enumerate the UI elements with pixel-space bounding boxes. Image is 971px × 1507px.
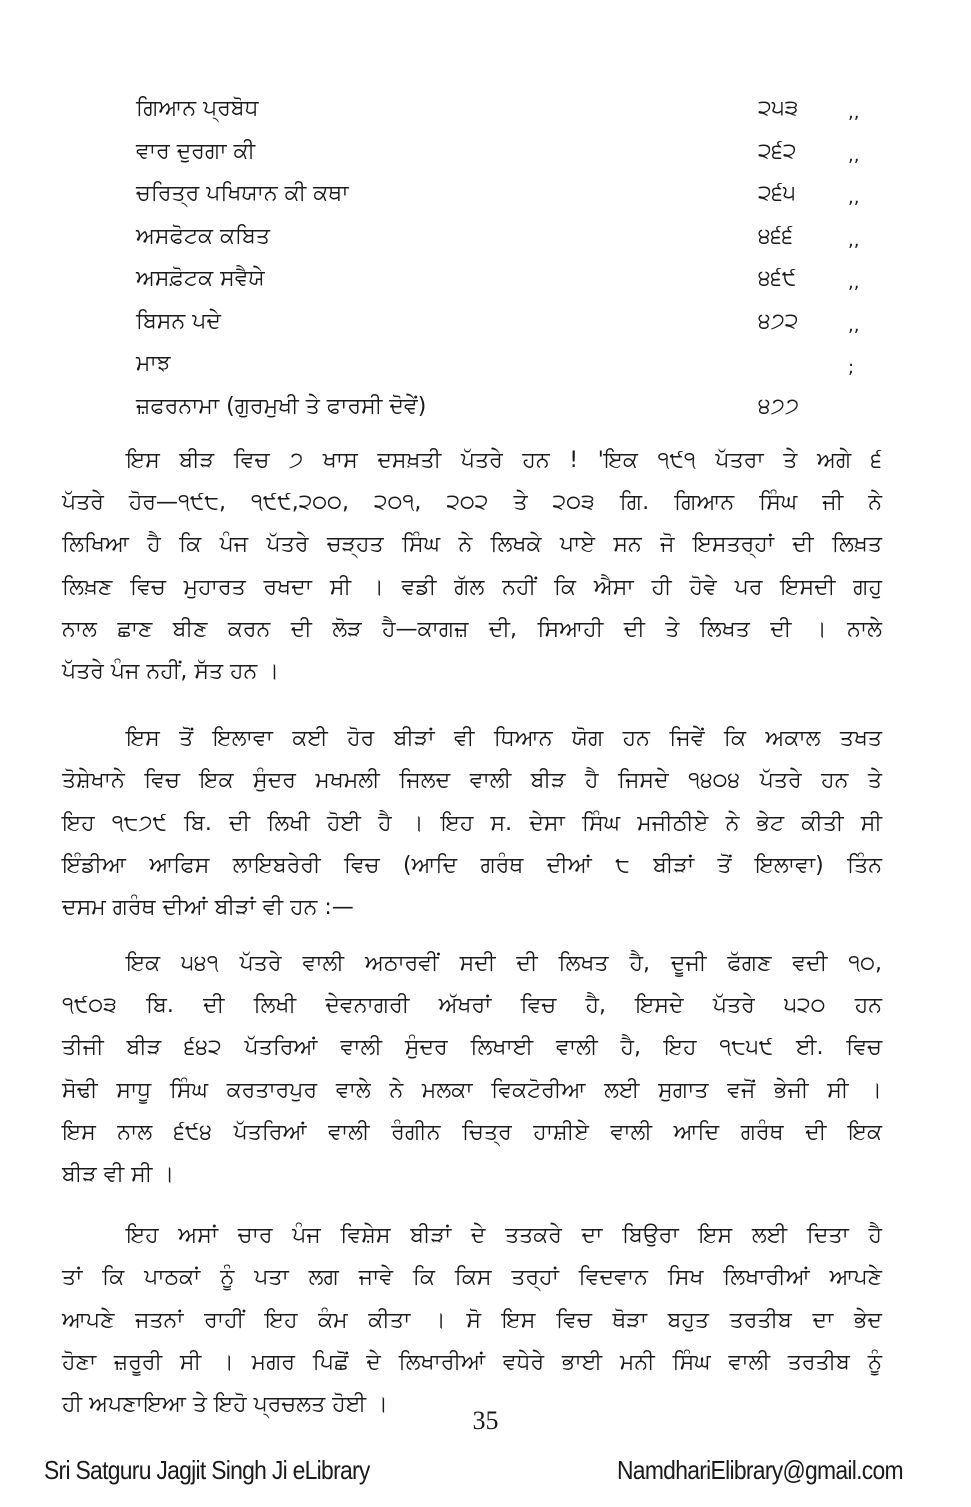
text-line: ਤੋਸ਼ੇਖਾਨੇ ਵਿਚ ਇਕ ਸੁੰਦਰ ਮਖਮਲੀ ਜਿਲਦ ਵਾਲੀ ਬੀੜ ਹੈ ਜਿਸਦੇ ੧੪੦੪ ਪੱਤਰੇ ਹਨ ਤੇ [62,768,882,794]
entry-title: ਚਰਿਤ੍ਰ ਪਖਿਯਾਨ ਕੀ ਕਥਾ [136,181,349,206]
ditto-mark: ,, [848,144,860,166]
ditto-mark: ,, [848,229,860,251]
contents-entry [136,216,876,259]
text-line: ਦਸਮ ਗਰੰਥ ਦੀਆਂ ਬੀੜਾਂ ਵੀ ਹਨ :— [62,894,354,920]
text-line: ਇਸ ਤੋਂ ਇਲਾਵਾ ਕਈ ਹੋਰ ਬੀੜਾਂ ਵੀ ਧਿਆਨ ਯੋਗ ਹਨ ਜਿਵੇਂ ਕਿ ਅਕਾਲ ਤਖਤ [126,726,882,752]
entry-title: ਅਸਫ਼ੋਟਕ ਸਵੈਯੇ [136,266,265,291]
paragraph [62,1215,882,1426]
contents-list [136,88,876,428]
entry-title: ਬਿਸਨ ਪਦੇ [136,308,221,334]
ditto-mark: ,, [848,314,860,336]
text-line: ਆਪਣੇ ਜਤਨਾਂ ਰਾਹੀਂ ਇਹ ਕੰਮ ਕੀਤਾ । ਸੋ ਇਸ ਵਿਚ ਥੋੜਾ ਬਹੁਤ ਤਰਤੀਬ ਦਾ ਭੇਦ [62,1307,882,1333]
entry-page-number: ੨੬੨ [758,138,797,164]
paragraph [62,943,882,1196]
text-line: ਤੀਜੀ ਬੀੜ ੬੪੨ ਪੱਤਰਿਆਂ ਵਾਲੀ ਸੁੰਦਰ ਲਿਖਾਈ ਵਾਲੀ ਹੈ, ਇਹ ੧੮੫੯ ਈ. ਵਿਚ [62,1035,882,1061]
text-line: ਪੱਤਰੇ ਹੋਰ—੧੯੮, ੧੯੯,੨੦੦, ੨੦੧, ੨੦੨ ਤੇ ੨੦੩ ਗਿ. ਗਿਆਨ ਸਿੰਘ ਜੀ ਨੇ [62,490,882,516]
text-line: ਬੀੜ ਵੀ ਸੀ । [62,1162,175,1187]
footer-email: NamdhariElibrary@gmail.com [617,1455,903,1485]
text-line: ਇੰਡੀਆ ਆਫਿਸ ਲਾਇਬਰੇਰੀ ਵਿਚ (ਆਦਿ ਗਰੰਥ ਦੀਆਂ ੮ ਬੀੜਾਂ ਤੋਂ ਇਲਾਵਾ) ਤਿੰਨ [62,852,882,878]
ditto-mark: ; [848,357,855,378]
contents-entry [136,173,876,216]
ditto-mark: ,, [848,102,860,123]
contents-entry [136,386,876,429]
entry-title: ਵਾਰ ਦੁਰਗਾ ਕੀ [136,138,256,164]
text-line: ਤਾਂ ਕਿ ਪਾਠਕਾਂ ਨੂੰ ਪਤਾ ਲਗ ਜਾਵੇ ਕਿ ਕਿਸ ਤਰ੍ਹਾਂ ਵਿਦਵਾਨ ਸਿਖ ਲਿਖਾਰੀਆਂ ਆਪਣੇ [62,1265,882,1291]
text-line: ਸੋਢੀ ਸਾਧੂ ਸਿੰਘ ਕਰਤਾਰਪੁਰ ਵਾਲੇ ਨੇ ਮਲਕਾ ਵਿਕਟੋਰੀਆ ਲਈ ਸੁਗਾਤ ਵਜੋਂ ਭੇਜੀ ਸੀ । [62,1077,882,1103]
text-line: ਪੱਤਰੇ ਪੰਜ ਨਹੀਂ, ਸੱਤ ਹਨ । [62,658,280,684]
text-line: ਨਾਲ ਛਾਣ ਬੀਣ ਕਰਨ ਦੀ ਲੋੜ ਹੈ—ਕਾਗਜ਼ ਦੀ, ਸਿਆਹੀ ਦੀ ਤੇ ਲਿਖਤ ਦੀ । ਨਾਲੇ [62,616,882,642]
contents-entry [136,88,876,131]
text-line: ਹੀ ਅਪਣਾਇਆ ਤੇ ਇਹੋ ਪ੍ਰਚਲਤ ਹੋਈ । [62,1391,388,1417]
contents-entry [136,131,876,174]
entry-page-number: ੪੬੬ [758,223,794,249]
entry-page-number: ੪੭੭ [758,393,800,419]
entry-page-number: ੨੫੩ [758,96,799,121]
entry-title: ਗਿਆਨ ਪ੍ਰਬੋਧ [136,96,259,121]
text-line: ਇਕ ੫੪੧ ਪੱਤਰੇ ਵਾਲੀ ਅਠਾਰਵੀਂ ਸਦੀ ਦੀ ਲਿਖਤ ਹੈ, ਦੂਜੀ ਫੱਗਣ ਵਦੀ ੧੦, [126,951,882,977]
body-text [62,440,882,1426]
text-line: ਇਹ ਅਸਾਂ ਚਾਰ ਪੰਜ ਵਿਸ਼ੇਸ ਬੀੜਾਂ ਦੇ ਤਤਕਰੇ ਦਾ ਬਿਉਰਾ ਇਸ ਲਈ ਦਿਤਾ ਹੈ [126,1223,882,1249]
footer-library-name: Sri Satguru Jagjit Singh Ji eLibrary [44,1455,370,1485]
ditto-mark: ,, [848,272,860,293]
text-line: ਲਿਖ਼ਣ ਵਿਚ ਮੁਹਾਰਤ ਰਖਦਾ ਸੀ । ਵਡੀ ਗੱਲ ਨਹੀਂ ਕਿ ਐਸਾ ਹੀ ਹੋਵੇ ਪਰ ਇਸਦੀ ਗਹੁ [62,574,882,600]
paragraph [62,440,882,693]
text-line: ੧੯੦੩ ਬਿ. ਦੀ ਲਿਖੀ ਦੇਵਨਾਗਰੀ ਅੱਖਰਾਂ ਵਿਚ ਹੈ, ਇਸਦੇ ਪੱਤਰੇ ੫੨੦ ਹਨ [62,993,882,1019]
text-line: ਲਿਖਿਆ ਹੈ ਕਿ ਪੰਜ ਪੱਤਰੇ ਚੜ੍ਹਤ ਸਿੰਘ ਨੇ ਲਿਖਕੇ ਪਾਏ ਸਨ ਜੋ ਇਸਤਰ੍ਹਾਂ ਦੀ ਲਿਖ਼ਤ [62,532,882,558]
entry-page-number: ੪੬੯ [758,266,797,291]
entry-page-number: ੨੬੫ [758,181,796,206]
entry-title: ਮਾਝ [136,351,171,376]
contents-entry [136,343,876,386]
ditto-mark: ,, [848,187,860,208]
text-line: ਇਹ ੧੮੭੯ ਬਿ. ਦੀ ਲਿਖੀ ਹੋਈ ਹੈ । ਇਹ ਸ. ਦੇਸਾ ਸਿੰਘ ਮਜੀਠੀਏ ਨੇ ਭੇਟ ਕੀਤੀ ਸੀ [62,810,882,836]
paragraph [62,718,882,929]
text-line: ਇਸ ਨਾਲ ੬੯੪ ਪੱਤਰਿਆਂ ਵਾਲੀ ਰੰਗੀਨ ਚਿਤ੍ਰ ਹਾਸ਼ੀਏ ਵਾਲੀ ਆਦਿ ਗਰੰਥ ਦੀ ਇਕ [62,1119,882,1145]
text-line: ਇਸ ਬੀੜ ਵਿਚ ੭ ਖਾਸ ਦਸਖ਼ਤੀ ਪੱਤਰੇ ਹਨ ! 'ਇਕ ੧੯੧ ਪੱਤਰਾ ਤੇ ਅਗੇ ੬ [126,448,882,473]
entry-page-number: ੪੭੨ [758,308,799,334]
entry-title: ਜ਼ਫਰਨਾਮਾ (ਗੁਰਮੁਖੀ ਤੇ ਫਾਰਸੀ ਦੋਵੇਂ) [136,393,427,419]
contents-entry [136,258,876,301]
page-number: 35 [472,1406,499,1435]
entry-title: ਅਸਫੋਟਕ ਕਬਿਤ [136,223,270,249]
contents-entry [136,301,876,344]
text-line: ਹੋਣਾ ਜ਼ਰੂਰੀ ਸੀ । ਮਗਰ ਪਿਛੋਂ ਦੇ ਲਿਖਾਰੀਆਂ ਵਧੇਰੇ ਭਾਈ ਮਨੀ ਸਿੰਘ ਵਾਲੀ ਤਰਤੀਬ ਨੂੰ [62,1349,882,1375]
